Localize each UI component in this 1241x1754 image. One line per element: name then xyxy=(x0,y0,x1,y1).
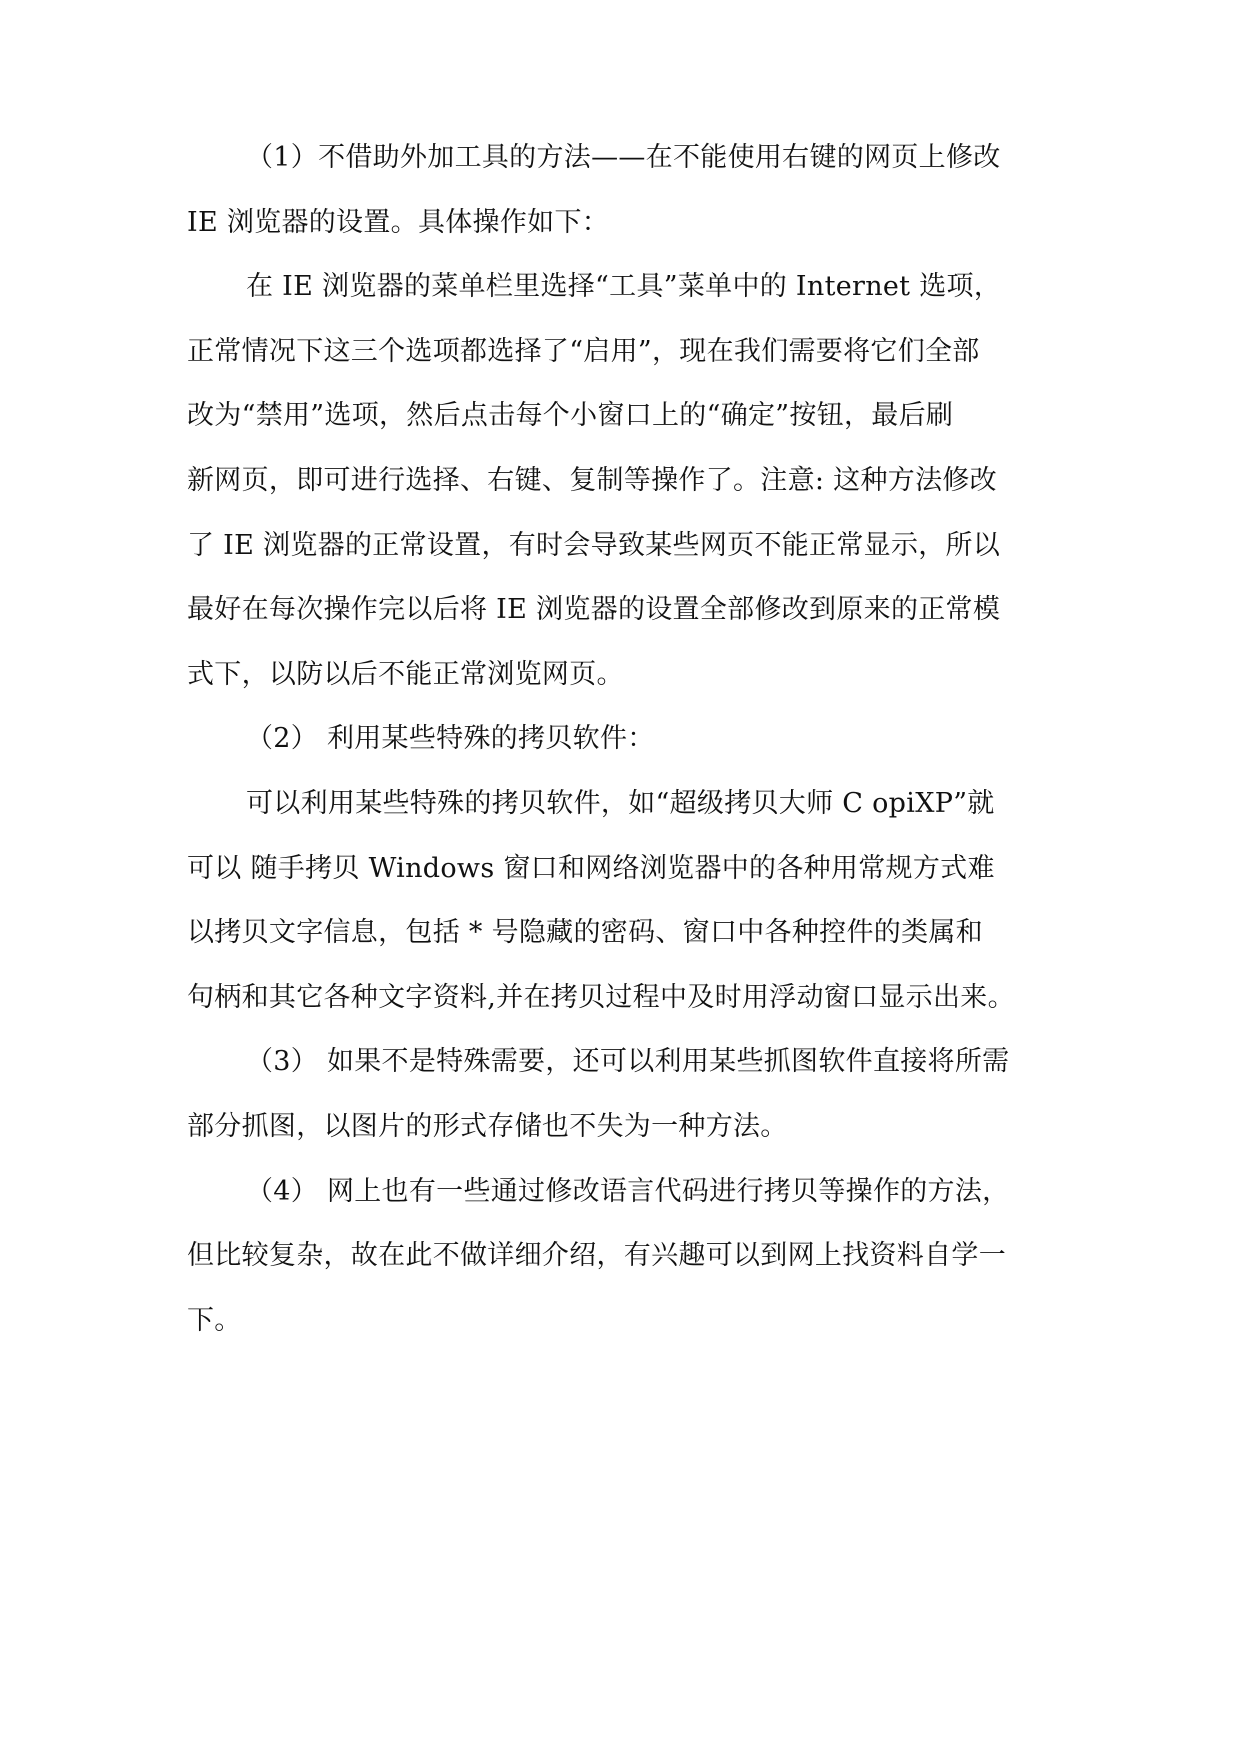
paragraph-2-line-5: 了 IE 浏览器的正常设置，有时会导致某些网页不能正常显示，所以 xyxy=(187,529,1001,561)
paragraph-4-line-3: 以拷贝文字信息，包括 * 号隐藏的密码、窗口中各种控件的类属和 xyxy=(187,917,983,949)
paragraph-6-line-1: （4） 网上也有一些通过修改语言代码进行拷贝等操作的方法， xyxy=(246,1175,1010,1207)
paragraph-2-line-3: 改为“禁用”选项，然后点击每个小窗口上的“确定”按钮，最后刷 xyxy=(187,400,954,432)
paragraph-6-line-3: 下。 xyxy=(187,1304,242,1336)
paragraph-2-line-6: 最好在每次操作完以后将 IE 浏览器的设置全部修改到原来的正常模 xyxy=(187,594,1001,626)
document-body xyxy=(187,126,1057,1353)
paragraph-3-line-1: （2） 利用某些特殊的拷贝软件： xyxy=(246,723,655,755)
paragraph-6-line-2: 但比较复杂，故在此不做详细介绍，有兴趣可以到网上找资料自学一 xyxy=(187,1240,1006,1272)
paragraph-1-line-1: （1）不借助外加工具的方法——在不能使用右键的网页上修改 xyxy=(246,142,1001,173)
paragraph-2-line-7: 式下，以防以后不能正常浏览网页。 xyxy=(187,658,624,690)
paragraph-1-line-2: IE 浏览器的设置。具体操作如下： xyxy=(187,206,610,238)
paragraph-4-line-1: 可以利用某些特殊的拷贝软件，如“超级拷贝大师 C opiXP”就 xyxy=(246,787,995,819)
paragraph-2-line-2: 正常情况下这三个选项都选择了“启用”，现在我们需要将它们全部 xyxy=(187,335,980,367)
paragraph-5-line-1: （3） 如果不是特殊需要，还可以利用某些抓图软件直接将所需 xyxy=(246,1046,1010,1078)
paragraph-2-line-1: 在 IE 浏览器的菜单栏里选择“工具”菜单中的 Internet 选项， xyxy=(246,271,1002,303)
paragraph-4-line-2: 可以 随手拷贝 Windows 窗口和网络浏览器中的各种用常规方式难 xyxy=(187,852,995,884)
paragraph-4-line-4: 句柄和其它各种文字资料,并在拷贝过程中及时用浮动窗口显示出来。 xyxy=(187,981,1015,1013)
paragraph-5-line-2: 部分抓图，以图片的形式存储也不失为一种方法。 xyxy=(187,1110,788,1142)
paragraph-2-line-4: 新网页，即可进行选择、右键、复制等操作了。注意: 这种方法修改 xyxy=(187,464,997,496)
